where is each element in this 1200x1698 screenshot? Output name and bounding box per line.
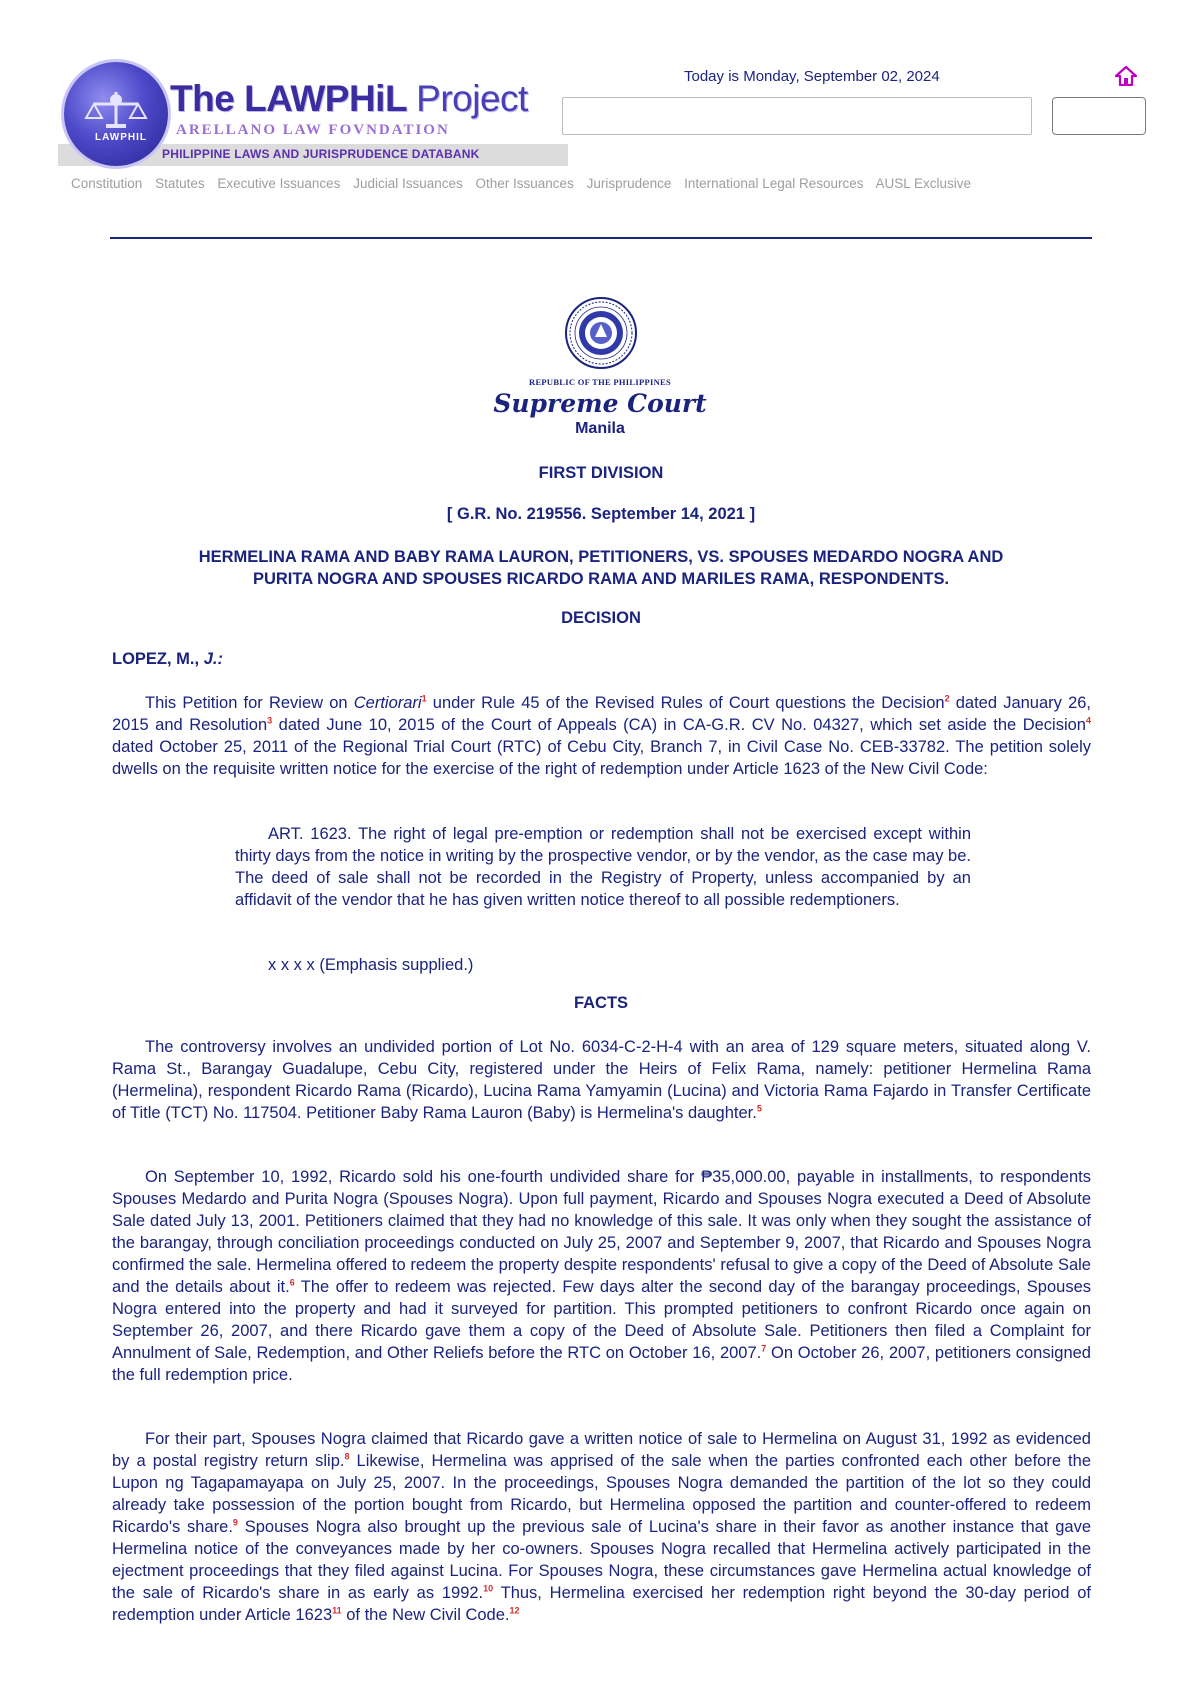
paragraph-sale: On September 10, 1992, Ricardo sold his one-fourth undivided share for ₱35,000.00, payable in installments, to respondents Spouses Medardo and Purita Nogra (Spouses Nogra). Upon full payment, Ricardo and Spouses Nogra executed a Deed of Absolute Sale dated July 13, 2001. Petitioners claimed that they had no knowledge of this sale. It was only when they sought the assistance of the barangay, through conciliation proceedings conducted on July 25, 2007 and September 9, 2007, that Ricardo and Spouses Nogra confirmed the sale. Hermelina offered to redeem the property despite respondents' refusal to give a copy of the Deed of Absolute Sale and the details about it.$^6$ The offer to redeem was rejected. Few days alter the second day of the barangay proceedings, Spouses Nogra entered into the property and had it surveyed for partition. This prompted petitioners to confront Ricardo once again on September 26, 2007, and there Ricardo gave them a copy of the Deed of Absolute Sale. Petitioners then filed a Complaint for Annulment of Sale, Redemption, and Other Reliefs before the RTC on October 16, 2007.$^7$ On October 26, 2007, petitioners consigned the full redemption price. xyxy=(112,1168,1092,1384)
footnote-link-9[interactable]: 9 xyxy=(232,1517,238,1528)
nav-ausl-exclusive[interactable]: AUSL Exclusive xyxy=(875,176,972,191)
search-button[interactable] xyxy=(1052,97,1146,135)
footnote-link-3[interactable]: 3 xyxy=(267,715,273,726)
nav-statutes[interactable]: Statutes xyxy=(155,176,205,191)
footnote-link-12[interactable]: 12 xyxy=(509,1605,520,1616)
paragraph-controversy: The controversy involves an undivided portion of Lot No. 6034-C-2-H-4 with an area of 129 square meters, situated along V. Rama St., Barangay Guadalupe, Cebu City, registered under the Heirs of Felix Rama, namely: petitioner Hermelina Rama (Hermelina), respondent Ricardo Rama (Ricardo), Lucina Rama Yamyamin (Lucina) and Victoria Rama Fajardo in Transfer Certificate of Title (TCT) No. 117504. Petitioner Baby Rama Lauron (Baby) is Hermelina's daughter.$^5$ xyxy=(112,1038,1091,1122)
logo-foundation: ARELLANO LAW FOVNDATION xyxy=(176,122,450,138)
footnote-link-5[interactable]: 5 xyxy=(756,1103,762,1114)
paragraph-intro: This Petition for Review on Certiorari$^1$ under Rule 45 of the Revised Rules of Court questions the Decision$^2$ dated January 26, 2015 and Resolution$^3$ dated June 10, 2015 of the Court of Appeals (CA) in CA-G.R. CV No. 04327, which set aside the Decision$^4$ dated October 25, 2011 of the Regional Trial Court (RTC) of Cebu City, Branch 7, in Civil Case No. CEB-33782. The petition solely dwells on the requisite written notice for the exercise of the right of redemption under Article 1623 of the New Civil Code: xyxy=(112,693,1092,778)
footnote-link-1[interactable]: 1 xyxy=(421,693,427,704)
quoted-article-1623: ART. 1623. The right of legal pre-emption or redemption shall not be exercised except within thirty days from the notice in writing by the prospective vendor, or by the vendor, as the case may be. The deed of sale shall not be recorded in the Registry of Property, unless accompanied by an affidavit of the vendor that he has given written notice thereof to all possible redemptioners. xyxy=(235,825,971,909)
nav-executive-issuances[interactable]: Executive Issuances xyxy=(217,176,341,191)
gr-number: [ G.R. No. 219556. September 14, 2021 ] xyxy=(446,505,756,523)
ponente-name: LOPEZ, M., xyxy=(112,650,200,668)
ponente xyxy=(112,650,223,669)
logo-title: The LAWPHiL Project xyxy=(170,78,528,119)
nav-other-issuances[interactable]: Other Issuances xyxy=(475,176,574,191)
court-city: Manila xyxy=(575,420,625,437)
supreme-court-title: Supreme Court xyxy=(493,389,707,418)
logo-badge-text: LAWPHIL xyxy=(95,132,147,143)
home-icon[interactable] xyxy=(1115,66,1137,86)
footnote-link-4[interactable]: 4 xyxy=(1085,715,1091,726)
logo-databank: PHILIPPINE LAWS AND JURISPRUDENCE DATABANK xyxy=(162,147,480,161)
site-logo[interactable] xyxy=(58,58,568,174)
footnote-link-10[interactable]: 10 xyxy=(483,1583,494,1594)
facts-heading: FACTS xyxy=(573,994,629,1012)
paragraph-respondents-claim: For their part, Spouses Nogra claimed that Ricardo gave a written notice of sale to Hermelina on August 31, 1992 as evidenced by a postal registry return slip.$^8$ Likewise, Hermelina was apprised of the sale when the parties confronted each other before the Lupon ng Tagapamayapa on July 25, 2007. In the proceedings, Spouses Nogra demanded the partition of the lot so they could already take possession of the portion bought from Ricardo, but Hermelina opposed the partition and counter-offered to redeem Ricardo's share.$^9$ Spouses Nogra also brought up the previous sale of Lucina's share in their favor as another instance that gave Hermelina notice of the conveyances made by her co-owners. Spouses Nogra recalled that Hermelina actively participated in the ejectment proceedings that they filed against Lucina. For Spouses Nogra, these circumstances gave Hermelina actual knowledge of the sale of Ricardo's share in as early as 1992.10 Thus, Hermelina exercised her redemption right beyond the 30-day period of redemption under Article 1623$^{11}$ of the New Civil Code.$^{12}$ xyxy=(112,1430,1091,1624)
supreme-court-seal-icon xyxy=(564,296,638,370)
case-parties-line2: PURITA NOGRA AND SPOUSES RICARDO RAMA AND MARILES RAMA, RESPONDENTS. xyxy=(252,570,950,588)
footnote-link-8[interactable]: 8 xyxy=(344,1451,350,1462)
case-parties-line1: HERMELINA RAMA AND BABY RAMA LAURON, PETITIONERS, VS. SPOUSES MEDARDO NOGRA AND xyxy=(198,548,1004,566)
nav-constitution[interactable]: Constitution xyxy=(71,176,143,191)
footnote-link-2[interactable]: 2 xyxy=(944,693,950,704)
footnote-link-6[interactable]: 6 xyxy=(289,1277,295,1288)
division-heading: FIRST DIVISION xyxy=(538,464,664,482)
nav-judicial-issuances[interactable]: Judicial Issuances xyxy=(353,176,463,191)
footnote-link-7[interactable]: 7 xyxy=(761,1343,767,1354)
ponente-j: J.: xyxy=(203,650,223,668)
certiorari-term: Certiorari xyxy=(353,694,422,712)
case-parties xyxy=(110,546,1092,590)
quoted-emphasis-note: x x x x (Emphasis supplied.) xyxy=(268,956,474,974)
today-date: Today is Monday, September 02, 2024 xyxy=(684,68,940,85)
nav-international-legal-resources[interactable]: International Legal Resources xyxy=(684,176,864,191)
republic-label: REPUBLIC OF THE PHILIPPINES xyxy=(529,377,671,387)
nav-jurisprudence[interactable]: Jurisprudence xyxy=(586,176,672,191)
footnote-link-11[interactable]: 11 xyxy=(332,1605,342,1616)
decision-heading: DECISION xyxy=(561,609,641,627)
logo-emblem xyxy=(64,62,168,166)
search-input[interactable] xyxy=(562,97,1032,135)
header-divider xyxy=(110,237,1092,239)
main-nav xyxy=(71,176,980,191)
